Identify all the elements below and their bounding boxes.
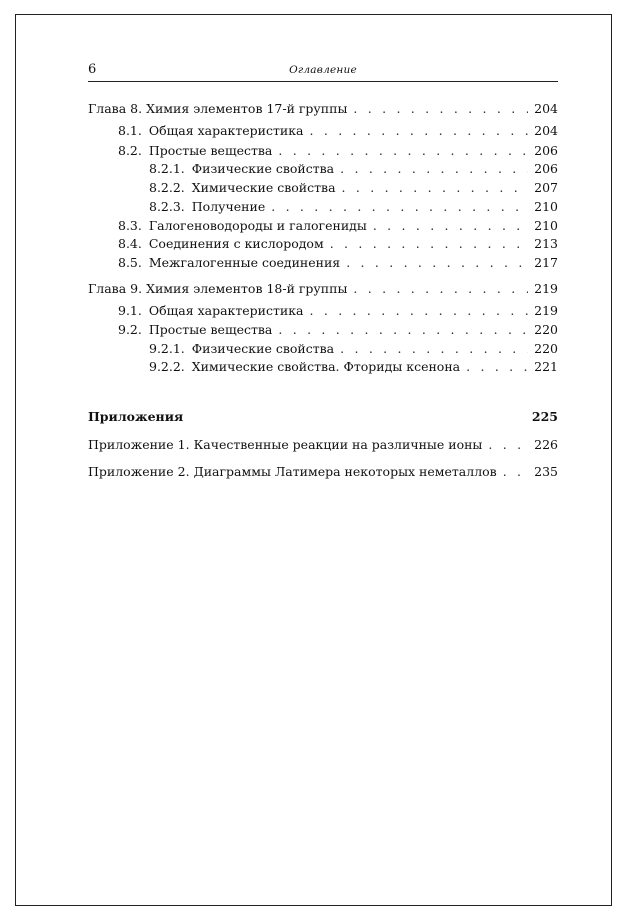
leader-dots [503, 463, 528, 481]
running-title: Оглавление [289, 64, 357, 76]
toc-entry-number: 9.1. [118, 303, 142, 318]
leader-dots [310, 122, 529, 140]
page-header [88, 61, 558, 82]
leader-dots [340, 160, 528, 178]
toc-entry-number: 8.5. [118, 255, 142, 270]
toc-subsection-8-2-1[interactable] [88, 160, 558, 178]
toc-entry-title: Физические свойства [191, 161, 335, 176]
leader-dots [488, 436, 528, 454]
leader-dots [466, 358, 528, 376]
toc-section-9-2[interactable] [88, 321, 558, 339]
toc-entry-number: 9.2.2. [149, 359, 185, 374]
toc-entry-page: 206 [534, 143, 558, 158]
toc-entry-page: 221 [534, 359, 558, 374]
toc-entry-number: 8.2.3. [149, 199, 185, 214]
toc-chapter-9[interactable] [88, 280, 558, 298]
toc-entry-title: Диаграммы Латимера некоторых неметаллов [193, 464, 497, 479]
toc-entry-number: 9.2. [118, 322, 142, 337]
toc-entry-page: 225 [531, 409, 558, 424]
toc-subsection-8-2-2[interactable] [88, 179, 558, 197]
leader-dots [330, 235, 528, 253]
toc-entry-title: Простые вещества [148, 322, 273, 337]
toc-entry-title: Химия элементов 17-й группы [146, 101, 348, 116]
leader-dots [373, 217, 528, 235]
toc-entry-page: 204 [534, 101, 558, 116]
toc-entry-number: 8.3. [118, 218, 142, 233]
toc-section-8-5[interactable] [88, 254, 558, 272]
toc-chapter-8[interactable] [88, 100, 558, 118]
toc-entry-page: 220 [534, 322, 558, 337]
toc-subsection-9-2-1[interactable] [88, 340, 558, 358]
toc-entry-page: 226 [534, 437, 558, 452]
toc-entry-title: Общая характеристика [148, 303, 304, 318]
toc-entry-title: Соединения с кислородом [148, 236, 324, 251]
toc-appendices-heading[interactable] [88, 408, 558, 426]
page-number: 6 [88, 62, 97, 77]
toc-entry-page: 217 [534, 255, 558, 270]
leader-dots [342, 179, 529, 197]
leader-dots [346, 254, 528, 272]
toc-entry-number: Глава 8. [88, 101, 143, 116]
toc-section-8-4[interactable] [88, 235, 558, 253]
toc-section-8-3[interactable] [88, 217, 558, 235]
toc-entry-title: Приложения [88, 409, 184, 424]
toc-section-8-1[interactable] [88, 122, 558, 140]
toc-subsection-9-2-2[interactable] [88, 358, 558, 376]
toc-entry-page: 210 [534, 199, 558, 214]
toc-entry-page: 219 [534, 281, 558, 296]
toc-entry-number: 9.2.1. [149, 341, 185, 356]
toc-entry-page: 207 [534, 180, 558, 195]
leader-dots [278, 321, 528, 339]
toc-section-9-1[interactable] [88, 302, 558, 320]
toc-entry-page: 206 [534, 161, 558, 176]
toc-entry-title: Получение [191, 199, 266, 214]
toc-entry-number: Глава 9. [88, 281, 143, 296]
toc-entry-number: 8.2. [118, 143, 142, 158]
toc-entry-title: Галогеноводороды и галогениды [148, 218, 367, 233]
toc-entry-title: Простые вещества [148, 143, 273, 158]
toc-section-8-2[interactable] [88, 142, 558, 160]
toc-entry-title: Качественные реакции на различные ионы [193, 437, 483, 452]
toc-entry-page: 210 [534, 218, 558, 233]
toc-entry-title: Межгалогенные соединения [148, 255, 341, 270]
leader-dots [353, 280, 528, 298]
toc-entry-number: 8.4. [118, 236, 142, 251]
leader-dots [278, 142, 528, 160]
leader-dots [353, 100, 528, 118]
leader-dots [340, 340, 528, 358]
toc-appendix-1[interactable] [88, 436, 558, 454]
toc-entry-number: 8.1. [118, 123, 142, 138]
leader-dots [271, 198, 528, 216]
toc-entry-number: Приложение 2. [88, 464, 190, 479]
toc-entry-page: 204 [534, 123, 558, 138]
toc-entry-title: Химические свойства [191, 180, 336, 195]
toc-entry-title: Химия элементов 18-й группы [146, 281, 348, 296]
toc-entry-page: 219 [534, 303, 558, 318]
toc-appendix-2[interactable] [88, 463, 558, 481]
toc-entry-title: Общая характеристика [148, 123, 304, 138]
toc-entry-page: 220 [534, 341, 558, 356]
toc-subsection-8-2-3[interactable] [88, 198, 558, 216]
toc-entry-title: Химические свойства. Фториды ксенона [191, 359, 461, 374]
toc-entry-page: 213 [534, 236, 558, 251]
toc-entry-number: 8.2.1. [149, 161, 185, 176]
toc-entry-number: 8.2.2. [149, 180, 185, 195]
leader-dots [310, 302, 529, 320]
toc-entry-number: Приложение 1. [88, 437, 190, 452]
toc-entry-page: 235 [534, 464, 558, 479]
toc-entry-title: Физические свойства [191, 341, 335, 356]
